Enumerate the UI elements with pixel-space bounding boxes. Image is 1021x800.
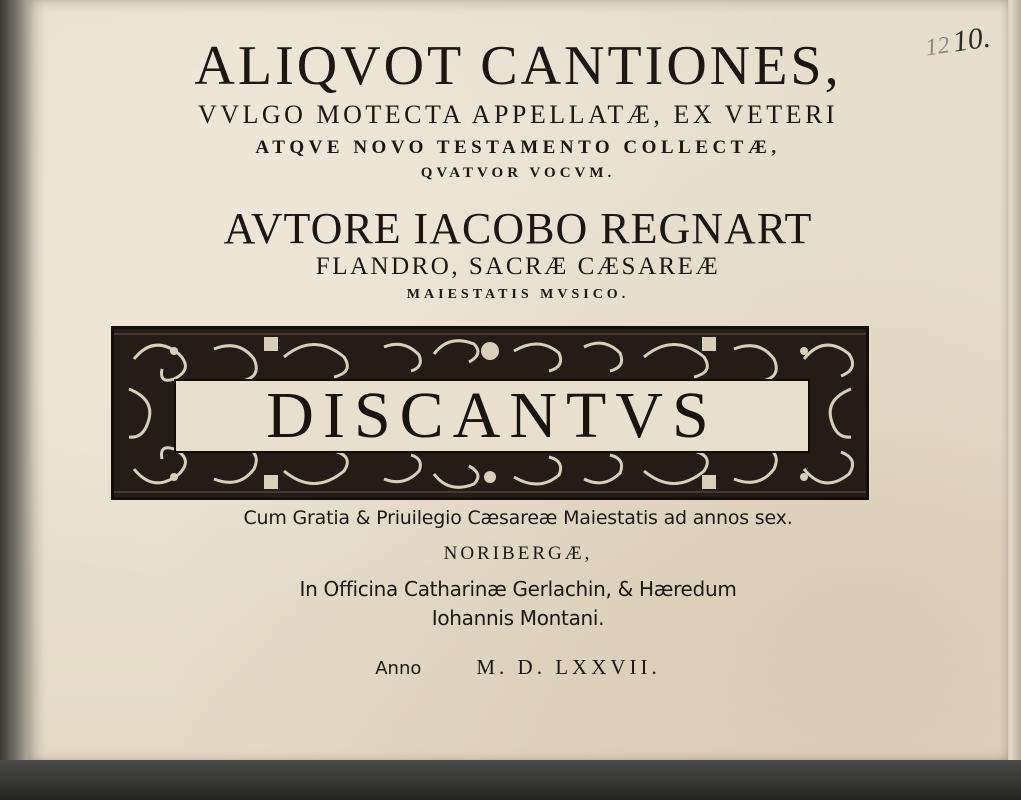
struck-number: 12 xyxy=(923,32,952,62)
imprint-date xyxy=(28,655,1008,680)
subtitle-line-1: VVLGO MOTECTA APPELLATÆ, EX VETERI xyxy=(197,100,839,129)
printer-line-2: Iohannis Montani. xyxy=(431,606,605,630)
folio-number: 10. xyxy=(950,20,993,59)
voice-part-panel xyxy=(174,379,810,453)
imprint-year: M. D. LXXVII. xyxy=(476,655,661,679)
subtitle-line-3: QVATVOR VOCVM. xyxy=(420,165,616,181)
printer-line-1: In Officina Catharinæ Gerlachin, & Hæredum xyxy=(299,577,737,601)
subtitle-line-2: ATQVE NOVO TESTAMENTO COLLECTÆ, xyxy=(255,137,781,158)
page-title: ALIQVOT CANTIONES, xyxy=(194,35,842,97)
imprint-city: NORIBERGÆ, xyxy=(443,543,593,564)
author-line-2: FLANDRO, SACRÆ CÆSAREÆ xyxy=(315,253,721,280)
book-board-bottom xyxy=(0,760,1021,800)
anno-label: Anno xyxy=(375,658,422,679)
author-line-1: AVTORE IACOBO REGNART xyxy=(223,204,813,253)
title-page xyxy=(28,0,1008,765)
privilege-line: Cum Gratia & Priuilegio Cæsareæ Maiestatis ad annos sex. xyxy=(243,507,793,529)
voice-part-label: DISCANTVS xyxy=(266,379,718,452)
author-line-3: MAIESTATIS MVSICO. xyxy=(406,287,630,302)
ornamental-cartouche xyxy=(111,326,869,500)
